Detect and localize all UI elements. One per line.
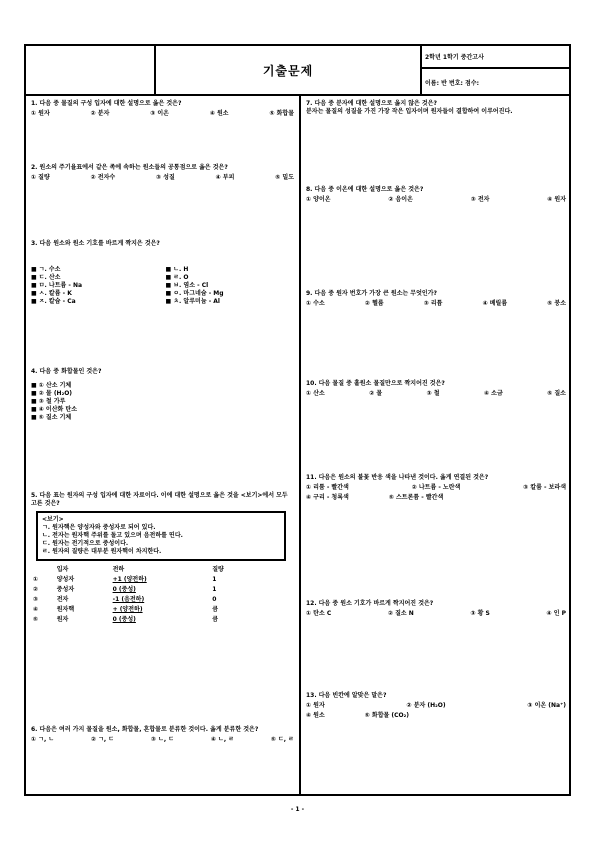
table-row: [31, 595, 251, 605]
answer-option: ② 물: [369, 390, 383, 397]
student-info: 이름: 반 번호: 점수:: [425, 80, 480, 87]
table-cell: 0 (중성): [112, 616, 136, 623]
answer-option: ① 탄소 C: [306, 610, 332, 617]
pair-item: ■ ㅈ. 칼슘 - Ca: [31, 298, 160, 306]
answer-option: ④ ㄴ, ㄹ: [210, 736, 234, 743]
answer-option: ① 양이온: [306, 196, 331, 203]
table-cell: ④: [33, 606, 39, 613]
choice-item: ■ ⑤ 질소 기체: [31, 414, 294, 422]
table-cell: +1 (양전하): [112, 576, 147, 583]
table-cell: ③: [33, 596, 39, 603]
page-number: - 1 -: [290, 806, 305, 813]
pair-item: ■ ㄹ. O: [166, 274, 295, 282]
answer-option: ③ 칼륨 - 보라색: [523, 484, 566, 491]
question-q5: [31, 492, 294, 625]
answer-option: ② 헬륨: [364, 300, 384, 307]
answer-options-extra: [306, 494, 566, 502]
answer-option: ⑤ 질소: [547, 390, 566, 397]
table-row: [31, 575, 251, 585]
question-q11: [306, 474, 566, 502]
question-stem: 5. 다음 표는 원자의 구성 입자에 대한 자료이다. 이에 대한 설명으로 옳은 것을 <보기>에서 모두 고른 것은?: [31, 492, 288, 507]
question-stem: 9. 다음 중 원자 번호가 가장 큰 원소는 무엇인가?: [306, 290, 437, 297]
example-line: ㄴ. 전자는 원자핵 주위를 돌고 있으며 음전하를 띤다.: [42, 532, 183, 539]
exam-frame: [24, 44, 571, 796]
example-line: ㄷ. 원자는 전기적으로 중성이다.: [42, 540, 129, 547]
answer-option: ③ 철: [426, 390, 440, 397]
answer-options: [306, 610, 566, 618]
answer-option: ① 수소: [306, 300, 325, 307]
question-stem: 3. 다음 원소와 원소 기호를 바르게 짝지은 것은?: [31, 240, 160, 247]
table-cell: ②: [33, 586, 39, 593]
question-stem: 2. 원소의 주기율표에서 같은 족에 속하는 원소들의 공통점으로 옳은 것은?: [31, 164, 228, 171]
question-q10: [306, 380, 566, 398]
table-cell: -1 (음전하): [112, 596, 145, 603]
table-cell: 원자: [56, 616, 69, 623]
choice-list: [31, 382, 294, 422]
pair-item: ■ ㄱ. 수소: [31, 266, 160, 274]
answer-option: ③ 이온: [150, 110, 169, 117]
table-cell: 양성자: [56, 576, 75, 583]
table-row: [31, 605, 251, 615]
question-q4: [31, 368, 294, 422]
answer-option: ⑤ 화합물: [269, 110, 294, 117]
question-q7: [306, 100, 566, 116]
exam-title: 기출문제: [156, 46, 422, 94]
table-cell: 0: [212, 596, 217, 603]
question-stem: 8. 다음 중 이온에 대한 설명으로 옳은 것은?: [306, 186, 424, 193]
answer-option: ① 원자: [31, 110, 50, 117]
answer-option: ② 음이온: [388, 196, 413, 203]
answer-option: ⑤ 밀도: [275, 174, 294, 181]
answer-option: ② ㄱ, ㄷ: [90, 736, 115, 743]
answer-options: [306, 300, 566, 308]
question-stem: 11. 다음은 원소의 불꽃 반응 색을 나타낸 것이다. 옳게 연결된 것은?: [306, 474, 489, 481]
answer-option: ③ 전자: [470, 196, 490, 203]
table-header-row: [31, 565, 251, 575]
table-cell: ⑤: [33, 616, 39, 623]
table-cell: + (양전하): [112, 606, 143, 613]
question-q13: [306, 692, 566, 720]
answer-option: ③ 이온 (Na⁺): [527, 702, 566, 709]
header-left-cell: [26, 46, 156, 94]
pair-item: ■ ㅂ. 염소 - Cl: [166, 282, 295, 290]
answer-option: ① 질량: [31, 174, 50, 181]
table-cell: 0 (중성): [112, 586, 136, 593]
answer-option: ② 분자: [90, 110, 110, 117]
answer-option: ④ 원소: [306, 712, 325, 719]
answer-options: [306, 702, 566, 710]
answer-option: ⑤ 화합물 (CO₂): [364, 712, 410, 719]
answer-options: [306, 484, 566, 492]
question-q1: [31, 100, 294, 118]
table-header-cell: [31, 565, 55, 575]
answer-option: ③ 리튬: [423, 300, 443, 307]
column-divider: [299, 94, 301, 796]
question-q3: [31, 240, 294, 306]
pair-item: ■ ㅁ. 나트륨 - Na: [31, 282, 160, 290]
answer-option: ② 전자수: [90, 174, 116, 181]
answer-options: [31, 736, 294, 744]
pair-item: ■ ㅊ. 알루미늄 - Al: [166, 298, 295, 306]
choice-item: ■ ③ 철 가루: [31, 398, 294, 406]
question-stem: 7. 다음 중 분자에 대한 설명으로 옳지 않은 것은?: [306, 100, 437, 107]
choice-item: ■ ② 물 (H₂O): [31, 390, 294, 398]
pair-item: ■ ㅅ. 칼륨 - K: [31, 290, 160, 298]
question-stem: 6. 다음은 여러 가지 물질을 원소, 화합물, 혼합물로 분류한 것이다. 옳게 분류한 것은?: [31, 726, 259, 733]
example-box: [36, 511, 286, 561]
answer-option: ③ 성질: [156, 174, 175, 181]
table-cell: 1: [212, 576, 217, 583]
question-q6: [31, 726, 294, 744]
table-row: [31, 585, 251, 595]
answer-option: ① 산소: [306, 390, 325, 397]
question-stem: 4. 다음 중 화합물인 것은?: [31, 368, 102, 375]
particle-table: [31, 565, 251, 625]
answer-options: [306, 390, 566, 398]
answer-option: ① 원자: [306, 702, 325, 709]
answer-option: ② 질소 N: [387, 610, 414, 617]
question-stem: 10. 다음 물질 중 홑원소 물질만으로 짝지어진 것은?: [306, 380, 445, 387]
question-q9: [306, 290, 566, 308]
answer-option: ⑤ 스트론튬 - 빨간색: [388, 494, 444, 501]
answer-option: ② 나트륨 - 노란색: [411, 484, 461, 491]
question-note: 분자는 물질의 성질을 가진 가장 작은 입자이며 원자들이 결합하여 이루어진다.: [306, 108, 513, 115]
table-cell: 전자: [56, 596, 69, 603]
table-cell: 중성자: [56, 586, 75, 593]
answer-option: ① 리튬 - 빨간색: [306, 484, 349, 491]
pair-item: ■ ㄷ. 산소: [31, 274, 160, 282]
answer-options: [306, 196, 566, 204]
example-line: <보기>: [42, 516, 64, 523]
table-header-cell: 입자: [56, 566, 69, 573]
answer-option: ④ 원자: [547, 196, 566, 203]
answer-option: ④ 구리 - 청록색: [306, 494, 349, 501]
table-cell: 1: [212, 586, 217, 593]
table-header-cell: 질량: [212, 566, 224, 573]
question-stem: 1. 다음 중 물질의 구성 입자에 대한 설명으로 옳은 것은?: [31, 100, 182, 107]
answer-option: ④ 인 P: [546, 610, 566, 617]
table-cell: 원자핵: [56, 606, 75, 613]
table-cell: 큼: [212, 616, 219, 623]
pair-item: ■ ㅇ. 마그네슘 - Mg: [166, 290, 295, 298]
table-cell: 큼: [212, 606, 219, 613]
answer-option: ⑤ ㄷ, ㄹ: [270, 736, 294, 743]
question-q8: [306, 186, 566, 204]
question-stem: 13. 다음 빈칸에 알맞은 말은?: [306, 692, 387, 699]
example-line: ㄱ. 원자핵은 양성자와 중성자로 되어 있다.: [42, 524, 156, 531]
answer-option: ④ 원소: [209, 110, 229, 117]
answer-options-extra: [306, 712, 566, 720]
answer-options: [31, 174, 294, 182]
answer-option: ② 분자 (H₂O): [406, 702, 446, 709]
table-header-cell: 전하: [112, 566, 125, 573]
choice-item: ■ ① 산소 기체: [31, 382, 294, 390]
table-row: [31, 615, 251, 625]
answer-option: ④ 부피: [215, 174, 235, 181]
element-symbol-list: [31, 266, 294, 306]
table-cell: ①: [33, 576, 39, 583]
answer-option: ④ 베릴륨: [482, 300, 508, 307]
answer-option: ③ ㄴ, ㄷ: [150, 736, 175, 743]
answer-options: [31, 110, 294, 118]
answer-option: ④ 소금: [484, 390, 503, 397]
answer-option: ① ㄱ, ㄴ: [31, 736, 55, 743]
example-line: ㄹ. 원자의 질량은 대부분 원자핵이 차지한다.: [42, 548, 162, 555]
question-stem: 12. 다음 중 원소 기호가 바르게 짝지어진 것은?: [306, 600, 434, 607]
choice-item: ■ ④ 이산화 탄소: [31, 406, 294, 414]
answer-option: ③ 황 S: [470, 610, 490, 617]
exam-info: 2학년 1학기 중간고사: [422, 46, 569, 69]
question-q12: [306, 600, 566, 618]
exam-header: [26, 46, 569, 96]
answer-option: ⑤ 붕소: [547, 300, 566, 307]
pair-item: ■ ㄴ. H: [166, 266, 295, 274]
question-q2: [31, 164, 294, 182]
